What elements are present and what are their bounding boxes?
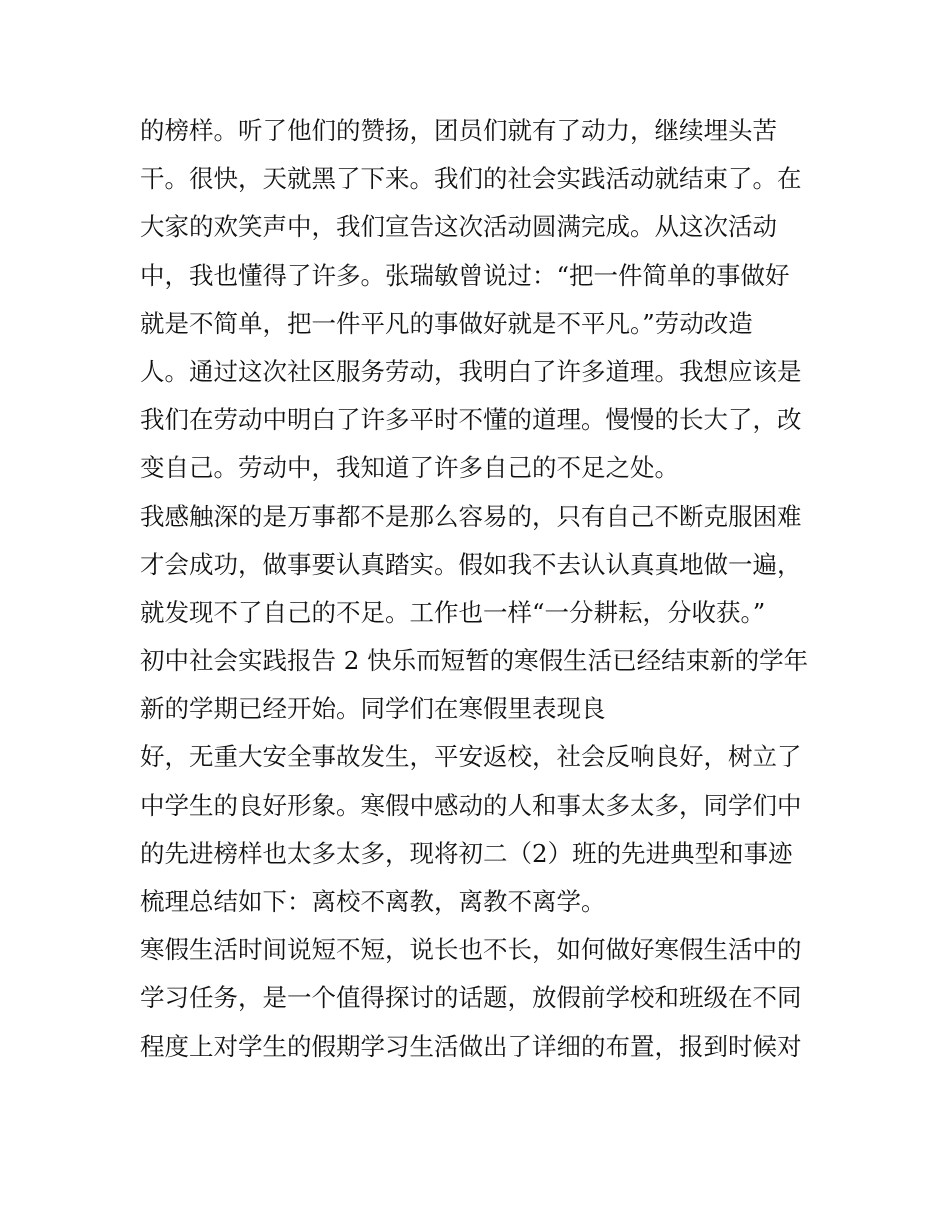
text-line: 才会成功，做事要认真踏实。假如我不去认认真真地做一遍， bbox=[140, 549, 802, 579]
text-line: 就是不简单，把一件平凡的事做好就是不平凡。”劳动改造 bbox=[140, 308, 753, 338]
text-line: 好，无重大安全事故发生，平安返校，社会反响良好，树立了 bbox=[140, 742, 802, 772]
text-line: 初中社会实践报告 2 快乐而短暂的寒假生活已经结束新的学年 bbox=[140, 646, 809, 676]
text-line: 干。很快，天就黑了下来。我们的社会实践活动就结束了。在 bbox=[140, 164, 802, 194]
text-line: 的榜样。听了他们的赞扬，团员们就有了动力，继续埋头苦 bbox=[140, 116, 777, 145]
text-line: 梳理总结如下：离校不离教，离教不离学。 bbox=[140, 887, 606, 916]
text-line: 新的学期已经开始。同学们在寒假里表现良 bbox=[140, 694, 606, 724]
text-line: 我感触深的是万事都不是那么容易的，只有自己不断克服困难 bbox=[140, 501, 802, 531]
text-line: 中学生的良好形象。寒假中感动的人和事太多太多，同学们中 bbox=[140, 790, 802, 820]
text-line: 变自己。劳动中，我知道了许多自己的不足之处。 bbox=[140, 453, 679, 483]
text-line: 中，我也懂得了许多。张瑞敏曾说过：“把一件简单的事做好 bbox=[140, 260, 790, 290]
text-line: 寒假生活时间说短不短，说长也不长，如何做好寒假生活中的 bbox=[140, 935, 802, 965]
text-line: 程度上对学生的假期学习生活做出了详细的布置，报到时候对 bbox=[140, 1031, 802, 1061]
text-line: 人。通过这次社区服务劳动，我明白了许多道理。我想应该是 bbox=[140, 356, 802, 386]
text-line: 就发现不了自己的不足。工作也一样“一分耕耘，分收获。” bbox=[140, 597, 766, 627]
body-text bbox=[140, 107, 820, 1071]
text-line: 的先进榜样也太多太多，现将初二（2）班的先进典型和事迹 bbox=[140, 838, 793, 868]
text-line: 大家的欢笑声中，我们宣告这次活动圆满完成。从这次活动 bbox=[140, 212, 777, 242]
text-line: 我们在劳动中明白了许多平时不懂的道理。慢慢的长大了，改 bbox=[140, 405, 802, 435]
text-line: 学习任务，是一个值得探讨的话题，放假前学校和班级在不同 bbox=[140, 983, 802, 1013]
